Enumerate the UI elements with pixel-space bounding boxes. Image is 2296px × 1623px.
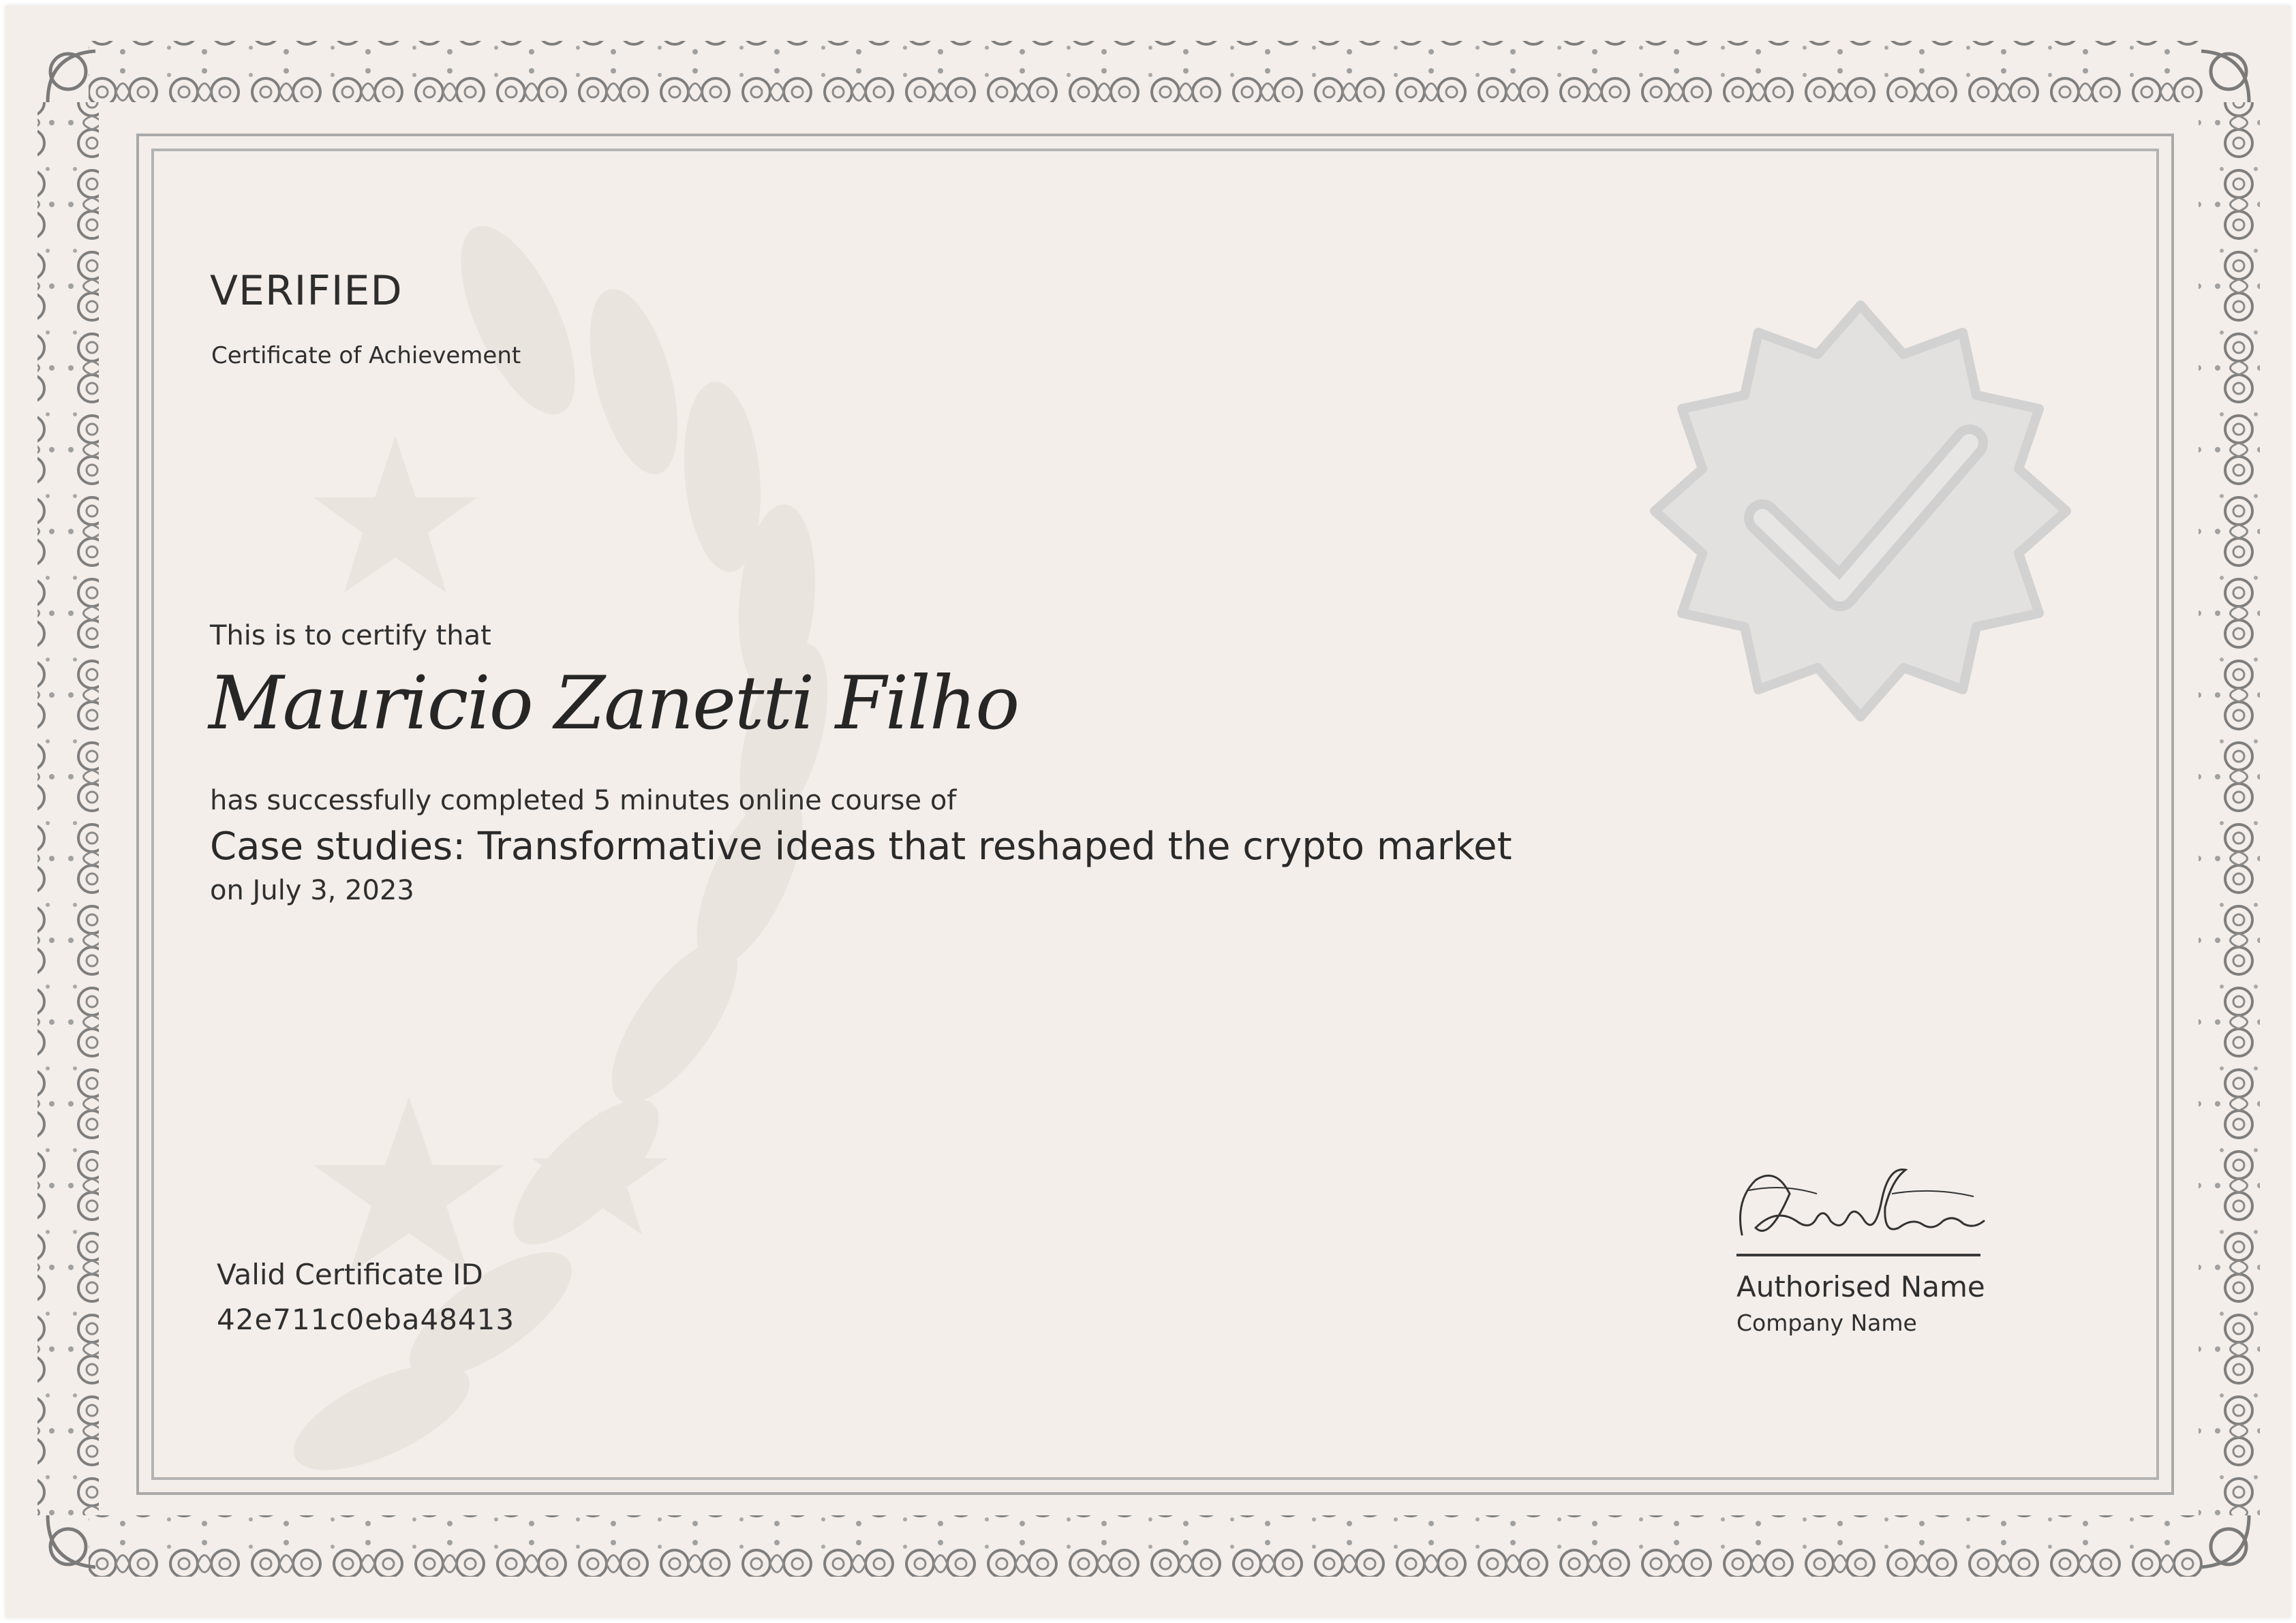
signature-line bbox=[1736, 1254, 1980, 1256]
certificate-id-value: 42e711c0eba48413 bbox=[217, 1303, 515, 1336]
verified-heading: VERIFIED bbox=[210, 267, 403, 315]
certify-intro: This is to certify that bbox=[210, 620, 491, 651]
completion-text: has successfully completed 5 minutes online course of bbox=[210, 785, 957, 816]
recipient-name: Mauricio Zanetti Filho bbox=[209, 661, 1019, 746]
certificate-subtitle: Certificate of Achievement bbox=[211, 342, 521, 369]
signature-image bbox=[1728, 1153, 1987, 1255]
company-name: Company Name bbox=[1736, 1310, 1917, 1336]
course-title: Case studies: Transformative ideas that reshaped the crypto market bbox=[210, 824, 1512, 869]
completion-date: on July 3, 2023 bbox=[210, 875, 414, 906]
authorised-name: Authorised Name bbox=[1736, 1270, 1985, 1303]
verified-seal-icon bbox=[1642, 293, 2079, 729]
certificate-id-label: Valid Certificate ID bbox=[217, 1258, 483, 1291]
